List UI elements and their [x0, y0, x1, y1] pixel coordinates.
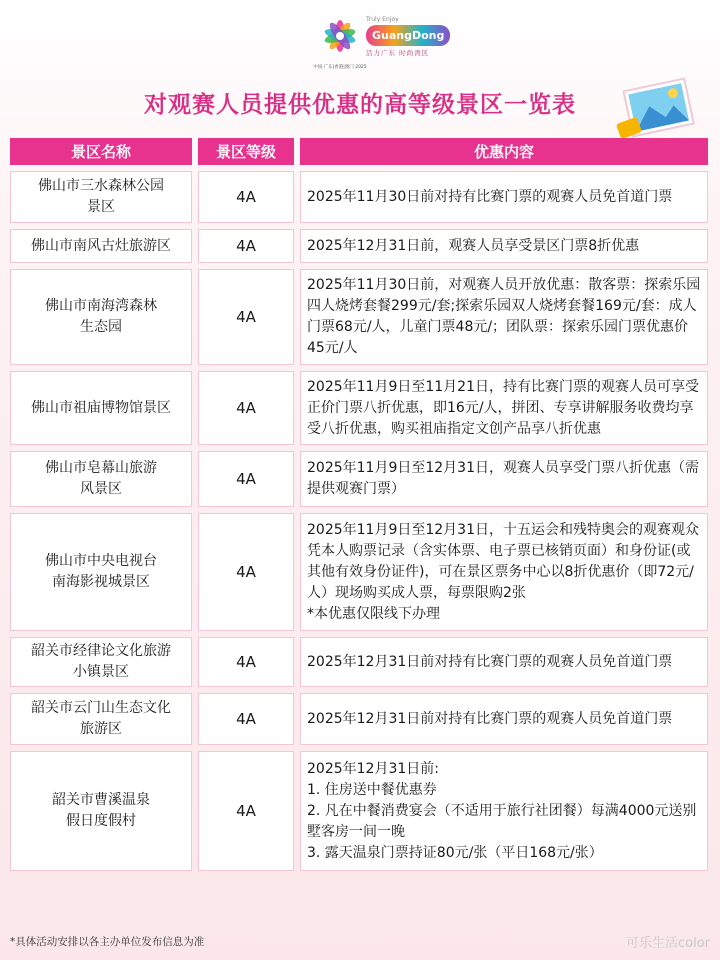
brand-name: GuangDong — [366, 25, 450, 46]
table-row — [10, 269, 708, 365]
offer-content: 2025年12月31日前，观赛人员享受景区门票8折优惠 — [300, 229, 708, 263]
scenic-name: 韶关市云门山生态文化 旅游区 — [10, 693, 192, 745]
offer-content: 2025年11月9日至12月31日，十五运会和残特奥会的观赛观众凭本人购票记录（含实体票、电子票已核销页面）和身份证(或其他有效身份证件)，可在景区票务中心以8折优惠价（即72元/人）现场购买成人票，每票限购2张 *本优惠仅限线下办理 — [300, 513, 708, 631]
scenic-name: 韶关市经律论文化旅游 小镇景区 — [10, 637, 192, 687]
header-level: 景区等级 — [198, 138, 294, 165]
guangdong-brand — [366, 16, 456, 76]
scenic-name: 佛山市皂幕山旅游 风景区 — [10, 451, 192, 507]
table-row — [10, 751, 708, 871]
scenic-level: 4A — [198, 229, 294, 263]
table-row — [10, 451, 708, 507]
header-offer: 优惠内容 — [300, 138, 708, 165]
offer-content: 2025年11月30日前，对观赛人员开放优惠：散客票：探索乐园四人烧烤套餐299元/套;探索乐园双人烧烤套餐169元/套：成人门票68元/人，儿童门票48元/；团队票：探索乐园门票优惠价45元/人 — [300, 269, 708, 365]
scenic-name: 佛山市祖庙博物馆景区 — [10, 371, 192, 445]
offer-content: 2025年11月9日至12月31日，观赛人员享受门票八折优惠（需提供观赛门票） — [300, 451, 708, 507]
scenic-level: 4A — [198, 693, 294, 745]
table-row — [10, 693, 708, 745]
flower-logo-icon — [318, 14, 362, 58]
table-row — [10, 513, 708, 631]
offer-content: 2025年12月31日前: 1. 住房送中餐优惠券 2. 凡在中餐消费宴会（不适用于旅行社团餐）每满4000元送别墅客房一间一晚 3. 露天温泉门票持证80元/张（平日168元/张） — [300, 751, 708, 871]
table-row — [10, 171, 708, 223]
table-row — [10, 637, 708, 687]
offer-content: 2025年11月9日至11月21日，持有比赛门票的观赛人员可享受正价门票八折优惠，即16元/人，拼团、专享讲解服务收费均享受八折优惠，购买祖庙指定文创产品享八折优惠 — [300, 371, 708, 445]
landscape-picture-icon — [616, 74, 706, 144]
logo-caption: 中国·广东|香港|澳门 2025 — [313, 65, 367, 70]
footnote: *具体活动安排以各主办单位发布信息为准 — [10, 936, 205, 948]
scenic-level: 4A — [198, 513, 294, 631]
header-name: 景区名称 — [10, 138, 192, 165]
scenic-name: 韶关市曹溪温泉 假日度假村 — [10, 751, 192, 871]
scenic-level: 4A — [198, 371, 294, 445]
offer-content: 2025年12月31日前对持有比赛门票的观赛人员免首道门票 — [300, 637, 708, 687]
brand-tagline: Truly Enjoy — [366, 16, 399, 23]
scenic-name: 佛山市中央电视台 南海影视城景区 — [10, 513, 192, 631]
scenic-level: 4A — [198, 637, 294, 687]
offer-content: 2025年12月31日前对持有比赛门票的观赛人员免首道门票 — [300, 693, 708, 745]
scenic-name: 佛山市南海湾森林 生态园 — [10, 269, 192, 365]
page-title: 对观赛人员提供优惠的高等级景区一览表 — [144, 92, 576, 118]
table-row — [10, 229, 708, 263]
table-header — [10, 138, 708, 165]
scenic-level: 4A — [198, 751, 294, 871]
watermark: 可乐生活color — [625, 936, 710, 951]
attractions-table — [10, 138, 708, 877]
brand-slogan: 活力广东 时尚湾区 — [366, 49, 430, 57]
scenic-level: 4A — [198, 269, 294, 365]
scenic-name: 佛山市三水森林公园 景区 — [10, 171, 192, 223]
scenic-level: 4A — [198, 171, 294, 223]
scenic-level: 4A — [198, 451, 294, 507]
table-row — [10, 371, 708, 445]
scenic-name: 佛山市南风古灶旅游区 — [10, 229, 192, 263]
offer-content: 2025年11月30日前对持有比赛门票的观赛人员免首道门票 — [300, 171, 708, 223]
